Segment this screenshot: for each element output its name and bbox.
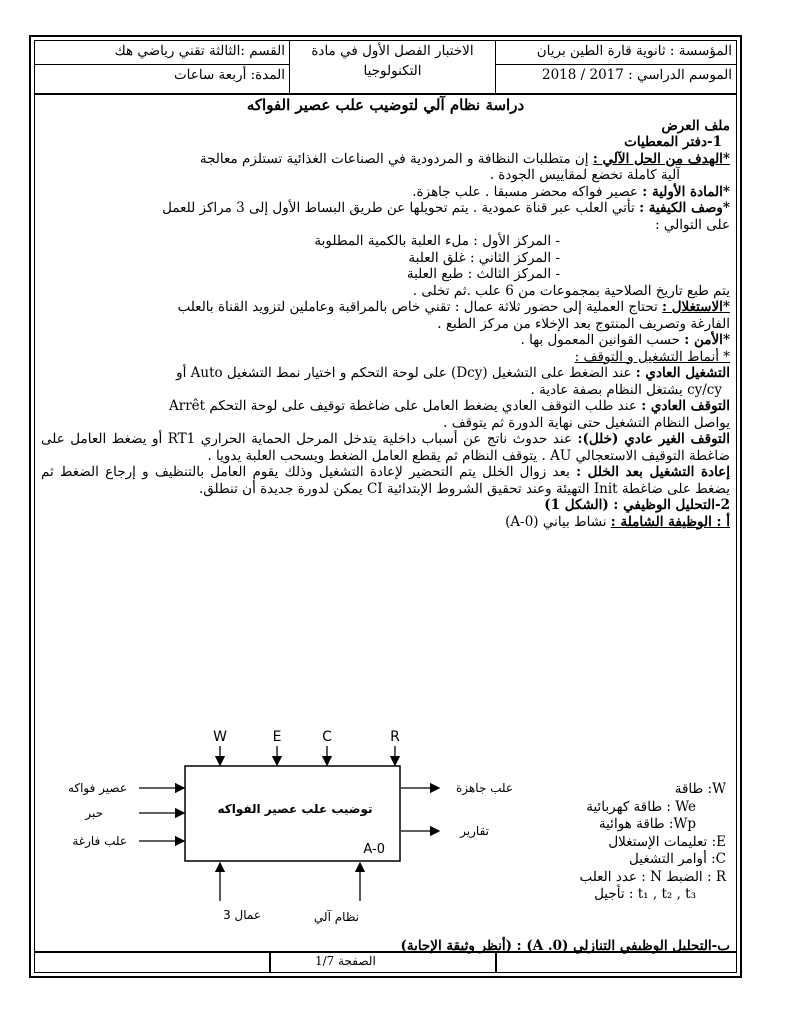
abnormal-stop-text: عند حدوث ناتج عن أسباب داخلية يتدخل المرحل الحماية الحراري RT1 أو يضغط العامل على ضاغطة التوقيف الاستعجالي AU . يتوقف النظام ثم يقطع العامل الضغط ويسحب العلبة يدويا .: [41, 431, 730, 464]
a0-box-label: توضيب علب عصير الفواكه: [217, 802, 373, 816]
descending-analysis: ب-التحليل الوظيفي التنازلي (A .0) : (أنظر وثيقة الإجابة): [400, 938, 730, 954]
label-w: W: [213, 729, 227, 745]
legend-we: We : طاقة كهربائية: [586, 798, 696, 815]
header-school-cell: [495, 41, 736, 93]
exam-line1: الاختبار الفصل الأول في مادة: [311, 43, 474, 59]
legend-t: t₁ , t₂ , t₃ : تأجيل: [594, 886, 696, 902]
label-e: E: [272, 729, 282, 745]
restart-label: إعادة التشغيل بعد الخلل :: [576, 464, 730, 480]
abnormal-stop-label: التوقف الغير عادي (خلل):: [577, 431, 730, 447]
section: القسم :الثالثة تقني رياضي هك: [35, 41, 289, 65]
material-text: عصير فواكه محضر مسبقا . علب جاهزة.: [412, 183, 638, 200]
safety-paragraph: [41, 332, 730, 349]
page-number: الصفحة 1/7: [315, 954, 376, 968]
normal-run-paragraph: [41, 365, 730, 382]
normal-run-text-2: cy/cy يشتغل النظام بصفة عادية .: [530, 381, 722, 398]
label-ready-cans: علب جاهزة: [455, 781, 513, 795]
global-text: نشاط بياني (A-0): [505, 513, 611, 530]
document-title: دراسة نظام آلي لتوضيب علب عصير الفواكه: [246, 96, 525, 114]
label-reports: تقارير: [460, 824, 489, 838]
spec-heading: 1-دفتر المعطيات: [624, 134, 722, 150]
normal-run-label: التشغيل العادي :: [635, 365, 730, 381]
normal-stop-paragraph: [41, 398, 730, 415]
safety-label: *الأمن :: [684, 332, 730, 348]
safety-text: حسب القوانين المعمول بها .: [520, 332, 685, 348]
document-body: [41, 97, 730, 530]
label-workers: 3 عمال: [223, 908, 261, 922]
header-exam-cell: [289, 41, 495, 93]
material-label: *المادة الأولية :: [642, 183, 730, 200]
normal-stop-text: عند طلب التوقف العادي يضغط العامل على ضاغطة توقيف على لوحة التحكم Arrêt: [169, 398, 642, 414]
legend-wp: Wp: طاقة هوائية: [598, 816, 696, 832]
institution: المؤسسة : ثانوية قارة الطين بريان: [496, 41, 736, 65]
school-year: الموسم الدراسي : 2017 / 2018: [541, 67, 732, 83]
center-3: - المركز الثالث : طبع العلبة: [406, 266, 560, 282]
global-label: أ : الوظيفة الشاملة :: [610, 513, 730, 530]
exploit-paragraph: [41, 299, 730, 316]
global-paragraph: [41, 514, 730, 531]
exploit-text-2: الفارغة وتصريف المنتوج بعد الإخلاء من مركز الطبع .: [437, 315, 730, 332]
label-juice: عصير فواكه: [67, 781, 127, 795]
page-inner-frame: [34, 40, 737, 973]
normal-run-text: عند الضغط على التشغيل (Dcy) على لوحة التحكم و اختيار نمط التشغيل Auto أو: [176, 365, 636, 381]
legend-r: R : الضبط N : عدد العلب: [579, 868, 726, 885]
center-2: - المركز الثاني : غلق العلبة: [408, 249, 560, 266]
header-class-cell: [35, 41, 289, 93]
a0-box-code: A-0: [363, 842, 385, 857]
goal-text: إن متطلبات النظافة و المردودية في الصناعات الغذائية تستلزم معالجة: [199, 150, 593, 167]
exploit-text: تحتاج العملية إلى حضور ثلاثة عمال : تقني خاص بالمراقبة وعاملين لتزويد القناة بالعلب: [177, 299, 663, 315]
process-text: تأتي العلب عبر قناة عمودية . يتم تحويلها عن طريق البساط الأول إلى 3 مراكز للعمل: [162, 200, 640, 216]
label-r: R: [390, 729, 400, 745]
center-1: - المركز الأول : ملء العلبة بالكمية المطلوبة: [314, 233, 560, 249]
legend-w: W: طاقة: [674, 781, 726, 797]
label-c: C: [322, 729, 332, 745]
abnormal-stop-paragraph: [41, 431, 730, 464]
print-date: يتم طبع تاريخ الصلاحية بمجموعات من 6 علب .ثم تخلى .: [412, 282, 730, 299]
label-ink: حبر: [85, 806, 103, 820]
exploit-label: *الاستغلال :: [662, 299, 730, 315]
material-paragraph: [41, 184, 730, 201]
functional-heading: 2-التحليل الوظيفي : (الشكل 1): [544, 497, 730, 513]
goal-paragraph: [41, 151, 730, 168]
legend-e: E: تعليمات الإستغلال: [608, 833, 726, 850]
file-title: ملف العرض: [661, 117, 730, 134]
restart-text: بعد زوال الخلل يتم التحضير لإعادة التشغيل وذلك يقوم العامل بالتنظيف و إرجاع الضغط ثم يضغط على ضاغطة Init التهيئة وعند تحقيق الشروط الإبتدائية CI يمكن لدورة جديدة أن تنطلق.: [41, 464, 730, 497]
goal-text-2: آلية كاملة تخضع لمقاييس الجودة .: [489, 167, 680, 183]
normal-stop-text-2: يواصل النظام التشغيل حتى نهاية الدورة ثم يتوقف .: [443, 414, 730, 431]
legend-c: C: أوامر التشغيل: [629, 851, 726, 867]
duration: المدة: أربعة ساعات: [173, 67, 285, 83]
normal-stop-label: التوقف العادي :: [641, 398, 730, 414]
exam-header: [35, 41, 736, 95]
process-label: *وصف الكيفية :: [639, 200, 730, 216]
goal-label: *الهدف من الحل الآلي :: [592, 150, 730, 167]
page-footer: [35, 951, 736, 972]
process-text-2: على التوالي :: [655, 216, 730, 233]
footer-divider-right: [495, 953, 497, 972]
page-frame: [29, 35, 742, 978]
diagram-legend: [506, 781, 726, 904]
label-automated-system: نظام آلي: [313, 910, 359, 924]
exam-line2: التكنولوجيا: [363, 63, 422, 79]
label-empty-cans: علب فارغة: [72, 834, 127, 848]
footer-divider-left: [269, 953, 271, 972]
restart-paragraph: [41, 464, 730, 497]
process-paragraph: [41, 200, 730, 217]
modes-heading: * أنماط التشغيل و التوقف :: [574, 348, 730, 365]
